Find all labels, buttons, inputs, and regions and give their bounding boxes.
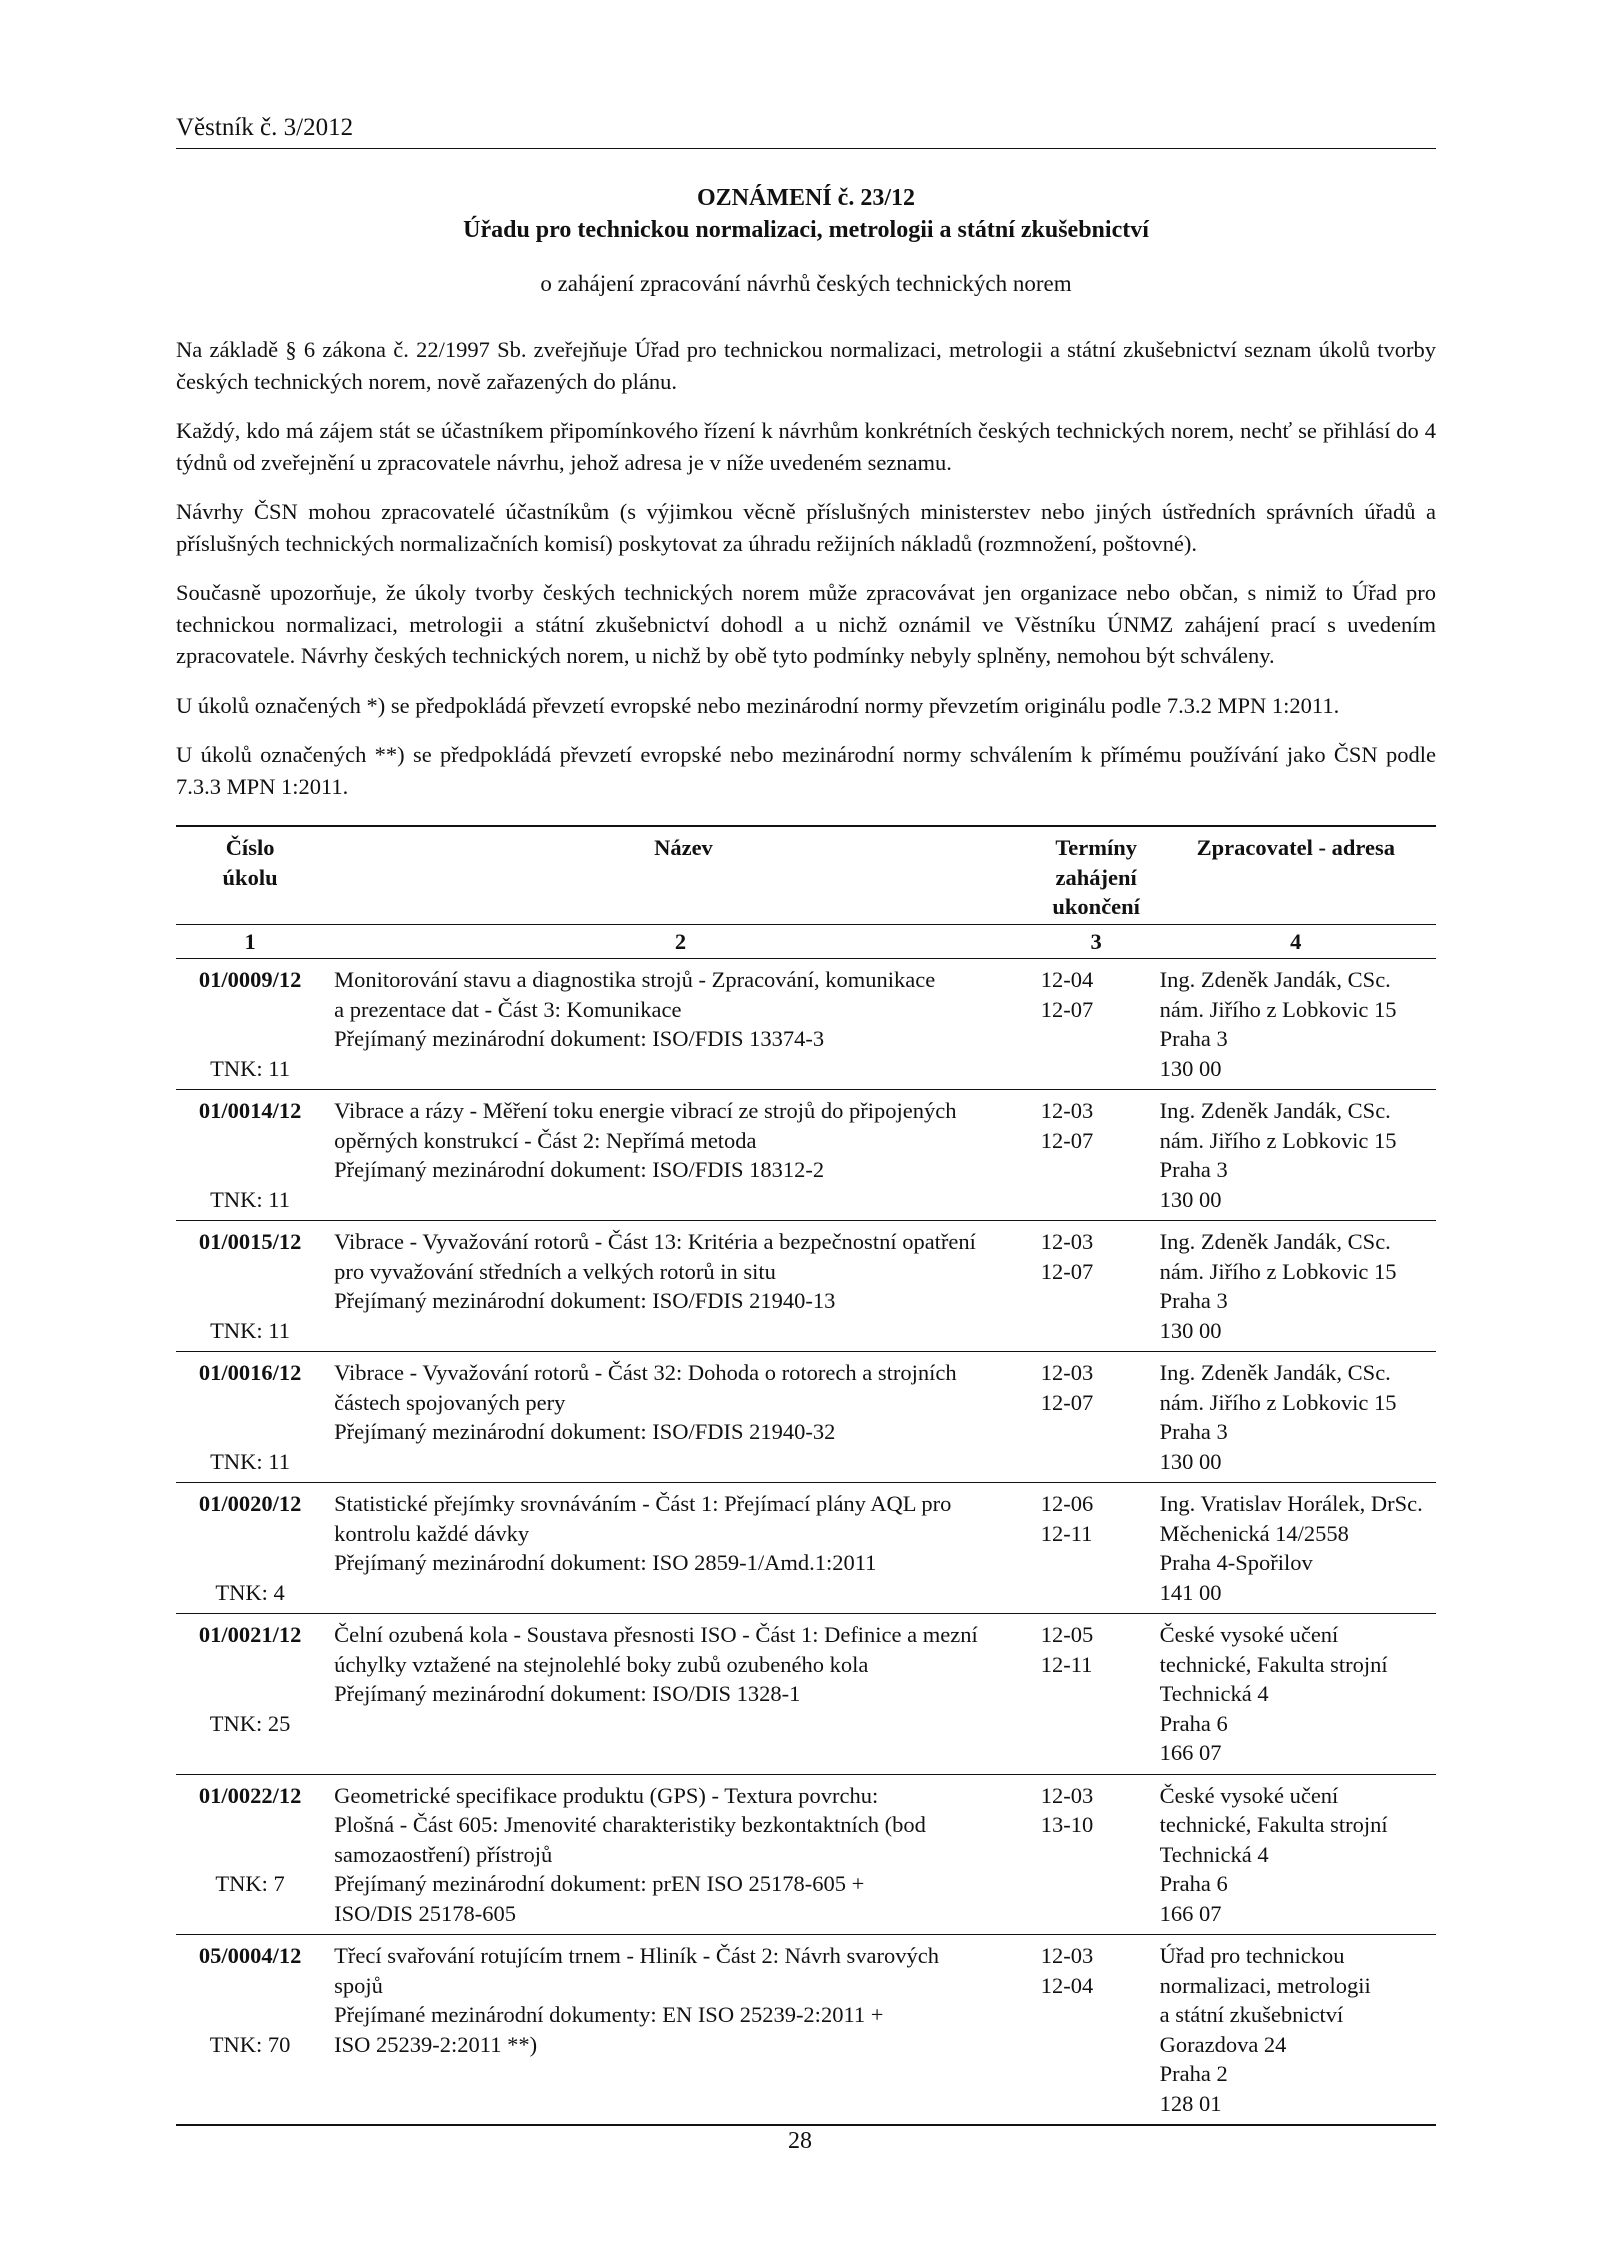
processor-address-line: Úřad pro technickou [1159,1943,1345,1968]
task-title-line: kontrolu každé dávky [334,1520,530,1546]
processor-address-line: Ing. Vratislav Horálek, DrSc. [1159,1491,1423,1516]
announcement-subject: o zahájení zpracování návrhů českých technických norem [540,271,1072,296]
processor-address-cell [1156,1614,1436,1775]
processor-address-line: 130 00 [1159,1186,1222,1212]
processor-address-line: Gorazdova 24 [1159,2031,1287,2057]
column-number: 1 [176,924,324,959]
spacer [180,1650,320,1680]
task-title-line: Přejímaný mezinárodní dokument: ISO/FDIS 18312-2 [334,1157,825,1182]
column-number-row [176,924,1436,959]
start-date: 12-03 [1040,1229,1094,1254]
task-title-cell [324,1614,1037,1775]
processor-address-line: 130 00 [1159,1055,1222,1081]
processor-address-cell [1156,1090,1436,1221]
task-title-cell [324,1352,1037,1483]
task-title-cell [324,1221,1037,1352]
paragraph: Návrhy ČSN mohou zpracovatelé účastníkům (s výjimkou věcně příslušných ministerstev nebo jiných ústředních správních úřadů a příslušných technických normalizačních komisí) poskytovat za úhradu režijních nákladů (rozmnožení, poštovné). [176,499,1436,556]
task-title-line: a prezentace dat - Část 3: Komunikace [334,996,682,1022]
task-number: 01/0020/12 [198,1491,302,1516]
paragraph: Každý, kdo má zájem stát se účastníkem připomínkového řízení k návrhům konkrétních českých technických norem, nechť se přihlásí do 4 týdnů od zveřejnění u zpracovatele návrhu, jehož adresa je v níže uvedeném seznamu. [176,418,1436,475]
spacer [180,1155,320,1185]
processor-address-line: 166 07 [1159,1900,1222,1926]
task-title-line: Monitorování stavu a diagnostika strojů - Zpracování, komunikace [334,967,936,992]
task-title-line: Přejímaný mezinárodní dokument: ISO 2859-1/Amd.1:2011 [334,1550,877,1575]
tnk-label: TNK: 70 [209,2031,291,2057]
processor-address-line: 128 01 [1159,2090,1222,2116]
paragraph: Na základě § 6 zákona č. 22/1997 Sb. zveřejňuje Úřad pro technickou normalizaci, metrologii a státní zkušebnictví seznam úkolů tvorby českých technických norem, nově zařazených do plánu. [176,337,1436,394]
end-date: 12-07 [1040,1389,1094,1415]
task-title-line: Přejímaný mezinárodní dokument: prEN ISO 25178-605 + [334,1871,865,1896]
task-dates-cell [1037,1614,1156,1775]
end-date: 12-11 [1040,1520,1093,1546]
task-number-cell [176,1935,324,2126]
task-title-line: částech spojovaných pery [334,1389,566,1415]
task-number: 05/0004/12 [198,1943,302,1968]
paragraph: U úkolů označených **) se předpokládá převzetí evropské nebo mezinárodní normy schválením k přímému používání jako ČSN podle 7.3.3 MPN 1:2011. [176,742,1436,799]
processor-address-line: Technická 4 [1159,1841,1269,1867]
processor-address-line: nám. Jiřího z Lobkovic 15 [1159,996,1397,1022]
task-title-line: samozaostření) přístrojů [334,1841,553,1867]
task-title-cell [324,1090,1037,1221]
task-dates-cell [1037,1090,1156,1221]
paragraph: Současně upozorňuje, že úkoly tvorby českých technických norem může zpracovávat jen organizace nebo občan, s nimiž to Úřad pro technickou normalizaci, metrologii a státní zkušebnictví dohodl a u nichž oznámil ve Věstníku ÚNMZ zahájení prací s uvedením zpracovatele. Návrhy českých technických norem, u nichž by obě tyto podmínky nebyly splněny, nemohou být schváleny. [176,580,1436,668]
tnk-label: TNK: 11 [210,1317,290,1343]
task-title-line: Přejímaný mezinárodní dokument: ISO/FDIS 21940-13 [334,1288,836,1313]
task-number-cell [176,1352,324,1483]
processor-address-cell [1156,1774,1436,1935]
processor-address-cell [1156,1483,1436,1614]
announcement-number: OZNÁMENÍ č. 23/12 [697,185,915,211]
task-number-cell [176,1774,324,1935]
task-title-line: Plošná - Část 605: Jmenovité charakteristiky bezkontaktních (bod [334,1812,926,1837]
tnk-label: TNK: 25 [209,1710,291,1736]
task-title-cell [324,959,1037,1090]
processor-address-line: Praha 3 [1159,1419,1228,1444]
spacer [180,1417,320,1447]
processor-address-line: nám. Jiřího z Lobkovic 15 [1159,1258,1397,1284]
processor-address-line: 130 00 [1159,1317,1222,1343]
task-title-line: pro vyvažování středních a velkých rotorů in situ [334,1258,776,1284]
task-number: 01/0015/12 [198,1229,302,1254]
spacer [180,1840,320,1870]
processor-address-line: 166 07 [1159,1740,1222,1765]
end-date: 12-07 [1040,1258,1094,1284]
table-row [176,959,1436,1090]
task-title-line: Přejímaný mezinárodní dokument: ISO/DIS 1328-1 [334,1681,801,1706]
task-dates-cell [1037,1352,1156,1483]
spacer [180,995,320,1025]
processor-address-line: 141 00 [1159,1579,1222,1605]
task-title-cell [324,1483,1037,1614]
table-header-row [176,826,1436,924]
tnk-label: TNK: 11 [210,1186,290,1212]
spacer [180,2000,320,2030]
task-number-cell [176,1483,324,1614]
issuing-office: Úřadu pro technickou normalizaci, metrologii a státní zkušebnictví [463,217,1149,243]
processor-address-line: Praha 4-Spořilov [1159,1550,1313,1575]
task-title-line: Statistické přejímky srovnáváním - Část 1: Přejímací plány AQL pro [334,1491,952,1516]
task-title-cell [324,1935,1037,2126]
spacer [180,1388,320,1418]
start-date: 12-03 [1040,1943,1094,1968]
processor-address-line: Praha 3 [1159,1026,1228,1051]
processor-address-line: Ing. Zdeněk Jandák, CSc. [1159,967,1391,992]
tnk-label: TNK: 11 [210,1055,290,1081]
start-date: 12-03 [1040,1782,1094,1808]
task-title-line: Vibrace - Vyvažování rotorů - Část 13: Kritéria a bezpečnostní opatření [334,1229,976,1254]
end-date: 12-11 [1040,1651,1093,1677]
column-number: 3 [1037,924,1156,959]
tnk-label: TNK: 4 [215,1579,285,1605]
column-number: 4 [1156,924,1436,959]
spacer [180,1519,320,1549]
start-date: 12-06 [1040,1491,1094,1516]
task-title-line: Čelní ozubená kola - Soustava přesnosti ISO - Část 1: Definice a mezní [334,1622,978,1647]
task-title-line: spojů [334,1972,383,1998]
end-date: 12-07 [1040,1127,1094,1153]
paragraph: U úkolů označených *) se předpokládá převzetí evropské nebo mezinárodní normy převzetím originálu podle 7.3.2 MPN 1:2011. [176,692,1340,718]
processor-address-line: a státní zkušebnictví [1159,2002,1344,2027]
processor-address-line: České vysoké učení [1159,1622,1339,1647]
task-title-line: úchylky vztažené na stejnolehlé boky zubů ozubeného kola [334,1651,869,1677]
task-number-cell [176,1090,324,1221]
task-dates-cell [1037,1221,1156,1352]
processor-address-line: České vysoké učení [1159,1782,1339,1808]
table-row [176,1090,1436,1221]
task-title-line: ISO/DIS 25178-605 [334,1900,517,1926]
tnk-label: TNK: 11 [210,1448,290,1474]
processor-address-line: Praha 2 [1159,2061,1228,2086]
spacer [180,1024,320,1054]
task-title-line: Vibrace a rázy - Měření toku energie vibrací ze strojů do připojených [334,1098,957,1123]
processor-address-line: Technická 4 [1159,1681,1269,1706]
end-date: 12-07 [1040,996,1094,1022]
header-dates: Termíny zahájení ukončení [1037,826,1156,924]
task-title-line: opěrných konstrukcí - Část 2: Nepřímá metoda [334,1127,757,1153]
task-number-cell [176,1221,324,1352]
task-title-line: ISO 25239-2:2011 **) [334,2031,538,2057]
task-title-line: Přejímaný mezinárodní dokument: ISO/FDIS 21940-32 [334,1419,836,1444]
start-date: 12-03 [1040,1360,1094,1385]
task-number-cell [176,959,324,1090]
end-date: 13-10 [1040,1812,1094,1837]
processor-address-cell [1156,1935,1436,2126]
processor-address-line: Praha 3 [1159,1157,1228,1182]
spacer [180,1810,320,1840]
processor-address-line: Ing. Zdeněk Jandák, CSc. [1159,1098,1391,1123]
processor-address-line: Ing. Zdeněk Jandák, CSc. [1159,1360,1391,1385]
spacer [180,1286,320,1316]
task-number: 01/0022/12 [198,1782,302,1808]
task-number-cell [176,1614,324,1775]
processor-address-cell [1156,959,1436,1090]
start-date: 12-04 [1040,967,1094,992]
task-title-line: Třecí svařování rotujícím trnem - Hliník - Část 2: Návrh svarových [334,1943,939,1968]
header-processor: Zpracovatel - adresa [1156,826,1436,924]
task-number: 01/0009/12 [198,967,302,992]
end-date: 12-04 [1040,1972,1094,1998]
task-dates-cell [1037,1483,1156,1614]
task-title-line: Přejímané mezinárodní dokumenty: EN ISO 25239-2:2011 + [334,2002,884,2027]
processor-address-line: technické, Fakulta strojní [1159,1651,1388,1677]
task-title-cell [324,1774,1037,1935]
task-number: 01/0021/12 [198,1622,302,1647]
processor-address-cell [1156,1221,1436,1352]
column-number: 2 [324,924,1037,959]
announcement-title-block [176,182,1436,300]
table-row [176,1935,1436,2126]
task-number: 01/0014/12 [198,1098,302,1123]
table-row [176,1483,1436,1614]
spacer [180,1679,320,1709]
task-dates-cell [1037,1774,1156,1935]
processor-address-line: nám. Jiřího z Lobkovic 15 [1159,1389,1397,1415]
task-dates-cell [1037,1935,1156,2126]
page-number: 28 [788,2128,812,2154]
processor-address-line: Měchenická 14/2558 [1159,1520,1349,1546]
header-task-number: Číslo úkolu [176,826,324,924]
task-title-line: Přejímaný mezinárodní dokument: ISO/FDIS 13374-3 [334,1026,825,1051]
task-number: 01/0016/12 [198,1360,302,1385]
spacer [180,1971,320,2001]
spacer [180,1548,320,1578]
processor-address-line: Ing. Zdeněk Jandák, CSc. [1159,1229,1391,1254]
processor-address-line: nám. Jiřího z Lobkovic 15 [1159,1127,1397,1153]
table-row [176,1774,1436,1935]
running-head: Věstník č. 3/2012 [176,114,1436,149]
processor-address-line: 130 00 [1159,1448,1222,1474]
tasks-table [176,825,1436,2126]
table-row [176,1614,1436,1775]
spacer [180,1126,320,1156]
tnk-label: TNK: 7 [215,1871,285,1896]
task-title-line: Vibrace - Vyvažování rotorů - Část 32: Dohoda o rotorech a strojních [334,1360,957,1385]
table-row [176,1221,1436,1352]
start-date: 12-05 [1040,1622,1094,1647]
processor-address-line: Praha 6 [1159,1871,1228,1896]
table-row [176,1352,1436,1483]
body-text [176,334,1436,802]
spacer [180,1257,320,1287]
start-date: 12-03 [1040,1098,1094,1123]
task-dates-cell [1037,959,1156,1090]
processor-address-cell [1156,1352,1436,1483]
processor-address-line: technické, Fakulta strojní [1159,1812,1388,1837]
processor-address-line: Praha 3 [1159,1288,1228,1313]
processor-address-line: normalizaci, metrologii [1159,1972,1371,1998]
task-title-line: Geometrické specifikace produktu (GPS) - Textura povrchu: [334,1782,879,1808]
header-title: Název [324,826,1037,924]
processor-address-line: Praha 6 [1159,1710,1228,1736]
tasks-table-body [176,959,1436,2126]
